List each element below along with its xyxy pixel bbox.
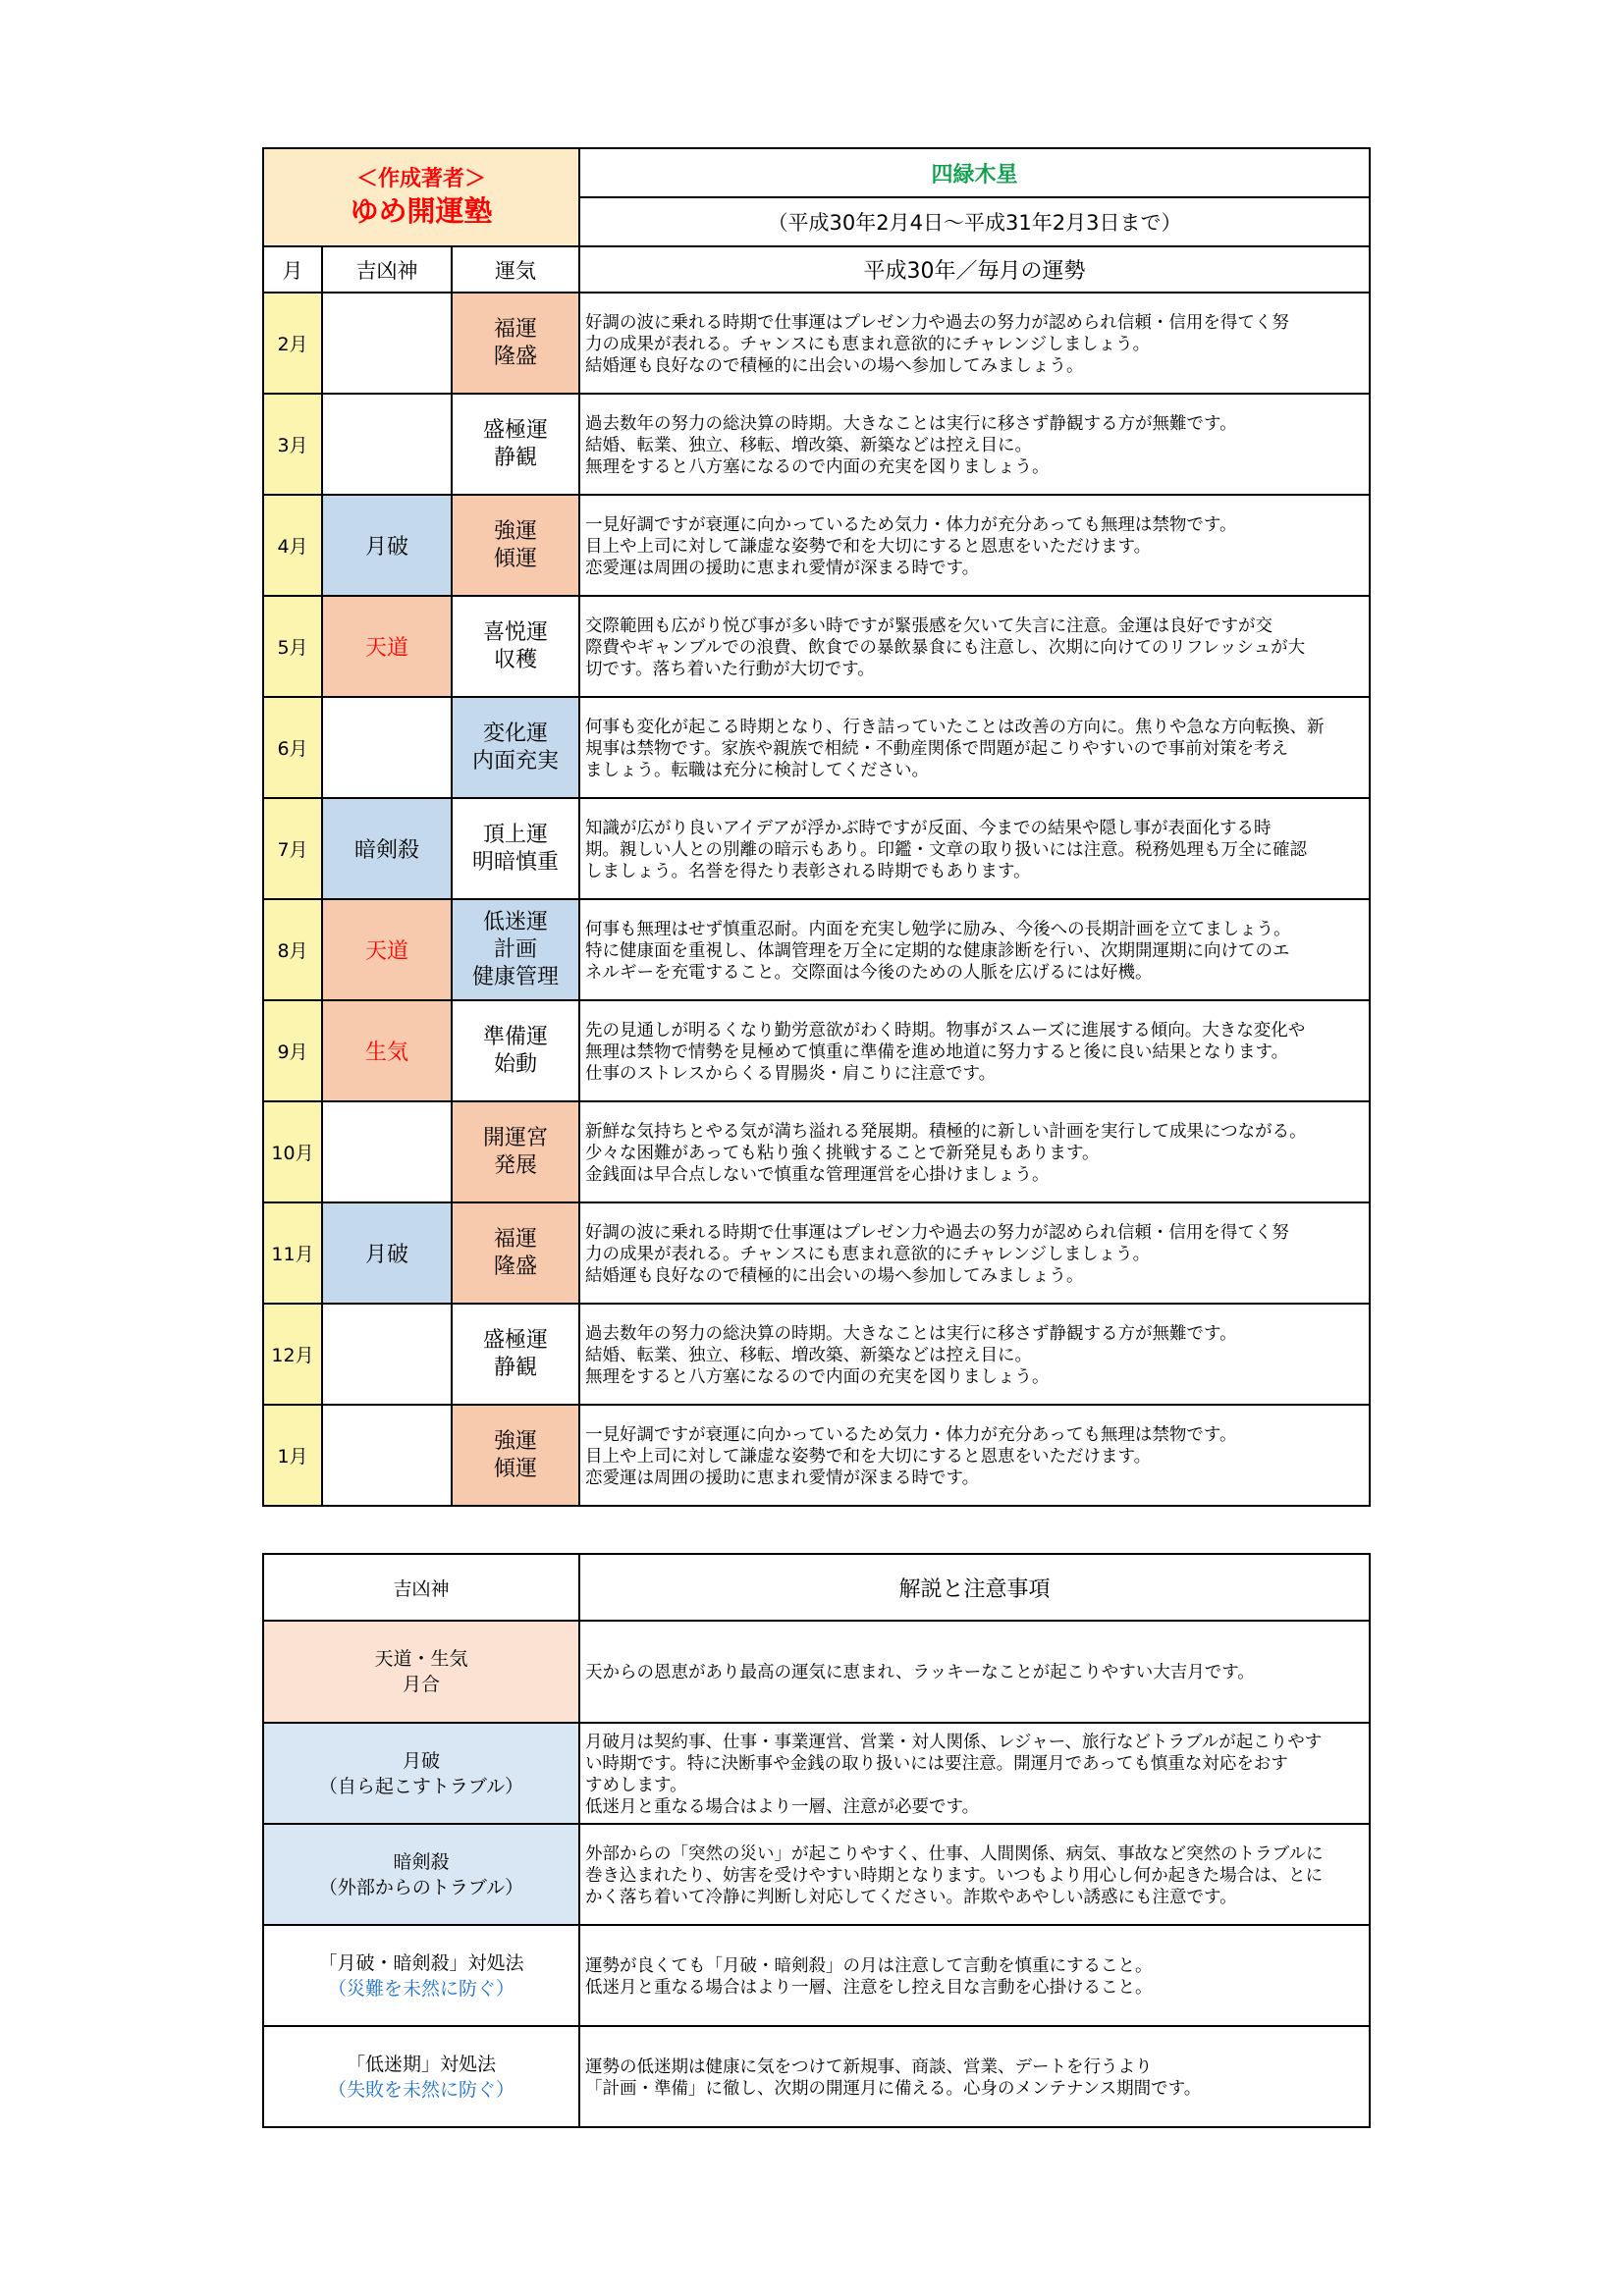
legend-name-line: 月破 [402, 1749, 440, 1772]
legend-description-line: 「計画・準備」に徹し、次期の開運月に備える。心身のメンテナンス期間です。 [585, 2078, 1202, 2099]
description-line: 特に健康面を重視し、体調管理を万全に定期的な健康診断を行い、次期開運期に向けてのエ [585, 940, 1290, 961]
unki-line: 発展 [494, 1152, 538, 1178]
kyoushin-cell: 暗剣殺 [322, 798, 452, 899]
month-label: 10月 [263, 1101, 322, 1202]
fortune-description [579, 1000, 1370, 1101]
legend-row [263, 1621, 1370, 1723]
legend-header-notes: 解説と注意事項 [579, 1554, 1370, 1621]
description-line: 好調の波に乗れる時期で仕事運はプレゼン力や過去の努力が認められ信頼・信用を得てく努 [585, 1222, 1289, 1243]
description-line: 何事も変化が起こる時期となり、行き詰っていたことは改善の方向に。焦りや急な方向転換、新 [585, 717, 1325, 737]
month-row [263, 596, 1370, 697]
author-label: ＜作成著者＞ [356, 167, 487, 191]
fortune-description [579, 697, 1370, 798]
unki-line: 喜悦運 [483, 619, 549, 645]
unki-line: 静観 [494, 1355, 538, 1380]
unki-line: 始動 [494, 1051, 538, 1077]
fortune-description [579, 495, 1370, 596]
description-line: 期。親しい人との別離の暗示もあり。印鑑・文章の取り扱いには注意。税務処理も万全に確認 [585, 839, 1308, 860]
description-line: 目上や上司に対して謙虚な姿勢で和を大切にすると恩恵をいただけます。 [585, 1446, 1152, 1467]
month-row [263, 394, 1370, 495]
description-line: 際費やギャンブルでの浪費、飲食での暴飲暴食にも注意し、次期に向けてのリフレッシュが大 [585, 637, 1306, 658]
author-name: ゆめ開運塾 [350, 194, 493, 228]
unki-line: 明暗慎重 [472, 849, 560, 875]
month-label: 9月 [263, 1000, 322, 1101]
month-row [263, 1304, 1370, 1405]
legend-description-line: 運勢の低迷期は健康に気をつけて新規事、商談、営業、デートを行うより [585, 2056, 1153, 2077]
legend-name-line: （外部からのトラブル） [318, 1876, 524, 1898]
fortune-description [579, 1101, 1370, 1202]
description-line: 何事も無理はせず慎重忍耐。内面を充実し勉学に励み、今後への長期計画を立てましょう。 [585, 919, 1291, 939]
fortune-description [579, 293, 1370, 394]
month-label: 3月 [263, 394, 322, 495]
kyoushin-cell [322, 1405, 452, 1506]
monthly-fortune-table [262, 147, 1371, 1507]
month-row [263, 1101, 1370, 1202]
legend-name [263, 1621, 579, 1723]
month-label: 4月 [263, 495, 322, 596]
legend-header-kyoushin: 吉凶神 [263, 1554, 579, 1621]
unki-line: 頂上運 [483, 822, 549, 847]
kyoushin-cell: 天道 [322, 899, 452, 1000]
kyoushin-cell [322, 697, 452, 798]
description-line: 一見好調ですが衰運に向かっているため気力・体力が充分あっても無理は禁物です。 [585, 514, 1237, 535]
legend-name-line: （自ら起こすトラブル） [318, 1775, 524, 1797]
kyoushin-cell [322, 1304, 452, 1405]
legend-description-line: 巻き込まれたり、妨害を受けやすい時期となります。いつもより用心し何か起きた場合は、とに [585, 1865, 1324, 1886]
legend-description-line: 外部からの「突然の災い」が起こりやすく、仕事、人間関係、病気、事故など突然のトラブルに [585, 1843, 1324, 1864]
unki-line: 変化運 [483, 721, 549, 746]
unki-line: 開運宮 [483, 1125, 549, 1150]
fortune-description [579, 1202, 1370, 1304]
fortune-description [579, 596, 1370, 697]
kyoushin-cell: 月破 [322, 1202, 452, 1304]
header-title: 平成30年／毎月の運勢 [579, 246, 1370, 293]
legend-table [262, 1553, 1371, 2128]
legend-description [579, 1723, 1370, 1824]
unki-line: 隆盛 [494, 1254, 538, 1279]
unki-line: 福運 [494, 1226, 538, 1252]
unki-cell [452, 1101, 579, 1202]
star-title: 四緑木星 [579, 148, 1370, 197]
description-line: 無理は禁物で情勢を見極めて慎重に準備を進め地道に努力すると後に良い結果となります。 [585, 1041, 1289, 1062]
unki-line: 盛極運 [483, 1327, 549, 1353]
unki-cell [452, 495, 579, 596]
month-label: 5月 [263, 596, 322, 697]
header-kyoushin: 吉凶神 [322, 246, 452, 293]
description-line: 好調の波に乗れる時期で仕事運はプレゼン力や過去の努力が認められ信頼・信用を得てく努 [585, 312, 1289, 333]
month-label: 2月 [263, 293, 322, 394]
legend-row [263, 1824, 1370, 1925]
legend-name [263, 1824, 579, 1925]
unki-line: 低迷運 [483, 909, 549, 934]
legend-description [579, 2026, 1370, 2127]
description-line: 新鮮な気持ちとやる気が満ち溢れる発展期。積極的に新しい計画を実行して成果につながる。 [585, 1121, 1307, 1142]
legend-row [263, 2026, 1370, 2127]
description-line: 先の見通しが明るくなり勤労意欲がわく時期。物事がスムーズに進展する傾向。大きな変化や [585, 1020, 1306, 1041]
unki-line: 健康管理 [472, 964, 560, 989]
description-line: 金銭面は早合点しないで慎重な管理運営を心掛けましょう。 [585, 1164, 1050, 1185]
description-line: 無理をすると八方塞になるので内面の充実を図りましょう。 [585, 1366, 1050, 1387]
unki-cell [452, 293, 579, 394]
period-range: （平成30年2月4日～平成31年2月3日まで） [579, 197, 1370, 246]
kyoushin-cell: 生気 [322, 1000, 452, 1101]
description-line: 仕事のストレスからくる胃腸炎・肩こりに注意です。 [585, 1063, 997, 1084]
legend-name [263, 1723, 579, 1824]
kyoushin-cell [322, 394, 452, 495]
description-line: 少々な困難があっても粘り強く挑戦することで新発見もあります。 [585, 1143, 1100, 1163]
month-label: 6月 [263, 697, 322, 798]
description-line: 結婚、転業、独立、移転、増改築、新築などは控え目に。 [585, 435, 1033, 455]
month-label: 12月 [263, 1304, 322, 1405]
month-label: 8月 [263, 899, 322, 1000]
legend-name [263, 2026, 579, 2127]
kyoushin-cell: 月破 [322, 495, 452, 596]
description-line: 切です。落ち着いた行動が大切です。 [585, 659, 875, 679]
fortune-description [579, 899, 1370, 1000]
unki-cell [452, 1000, 579, 1101]
month-label: 7月 [263, 798, 322, 899]
legend-description [579, 1824, 1370, 1925]
month-label: 11月 [263, 1202, 322, 1304]
month-row [263, 1000, 1370, 1101]
kyoushin-cell: 天道 [322, 596, 452, 697]
legend-name-line: 「低迷期」対処法 [346, 2053, 496, 2075]
legend-name-line: 天道・生気 [374, 1648, 468, 1670]
description-line: 交際範囲も広がり悦び事が多い時ですが緊張感を欠いて失言に注意。金運は良好ですが交 [585, 615, 1273, 636]
unki-line: 強運 [494, 1428, 538, 1454]
description-line: 結婚運も良好なので積極的に出会いの場へ参加してみましょう。 [585, 1265, 1084, 1286]
unki-cell [452, 697, 579, 798]
month-row [263, 293, 1370, 394]
legend-subtitle: （災難を未然に防ぐ） [327, 1977, 514, 2000]
description-line: 知識が広がり良いアイデアが浮かぶ時ですが反面、今までの結果や隠し事が表面化する時 [585, 818, 1272, 838]
description-line: 力の成果が表れる。チャンスにも恵まれ意欲的にチャレンジしましょう。 [585, 1244, 1151, 1264]
unki-line: 盛極運 [483, 417, 549, 443]
month-row [263, 798, 1370, 899]
legend-row [263, 1925, 1370, 2026]
unki-line: 静観 [494, 445, 538, 470]
unki-line: 収穫 [494, 647, 538, 672]
description-line: 力の成果が表れる。チャンスにも恵まれ意欲的にチャレンジしましょう。 [585, 334, 1151, 354]
legend-description-line: 低迷月と重なる場合はより一層、注意が必要です。 [585, 1796, 980, 1817]
month-row [263, 697, 1370, 798]
legend-description-line: 天からの恩恵があり最高の運気に恵まれ、ラッキーなことが起こりやすい大吉月です。 [585, 1663, 1255, 1682]
header-unki: 運気 [452, 246, 579, 293]
unki-line: 福運 [494, 316, 538, 342]
description-line: しましょう。名誉を得たり表彰される時期でもあります。 [585, 861, 1031, 881]
unki-line: 傾運 [494, 1456, 538, 1481]
legend-description-line: すめします。 [585, 1775, 687, 1795]
unki-line: 隆盛 [494, 344, 538, 369]
unki-cell [452, 899, 579, 1000]
unki-cell [452, 798, 579, 899]
description-line: 過去数年の努力の総決算の時期。大きなことは実行に移さず静観する方が無難です。 [585, 413, 1237, 434]
legend-description [579, 1621, 1370, 1723]
unki-line: 準備運 [483, 1024, 549, 1049]
description-line: 規事は禁物です。家族や親族で相続・不動産関係で問題が起こりやすいので事前対策を考え [585, 738, 1289, 759]
legend-description-line: 低迷月と重なる場合はより一層、注意をし控え目な言動を心掛けること。 [585, 1977, 1153, 1998]
unki-line: 内面充実 [472, 748, 560, 774]
kyoushin-cell [322, 293, 452, 394]
unki-line: 計画 [494, 936, 538, 962]
description-line: 恋愛運は周囲の援助に恵まれ愛情が深まる時です。 [585, 558, 980, 578]
description-line: 恋愛運は周囲の援助に恵まれ愛情が深まる時です。 [585, 1468, 980, 1488]
legend-description-line: 運勢が良くても「月破・暗剣殺」の月は注意して言動を慎重にすること。 [585, 1955, 1153, 1976]
legend-description-line: 月破月は契約事、仕事・事業運営、営業・対人関係、レジャー、旅行などトラブルが起こりやす [585, 1732, 1323, 1752]
legend-row [263, 1723, 1370, 1824]
unki-cell [452, 596, 579, 697]
unki-cell [452, 1202, 579, 1304]
legend-name-line: 暗剣殺 [393, 1850, 450, 1873]
fortune-description [579, 1304, 1370, 1405]
month-row [263, 1202, 1370, 1304]
description-line: 過去数年の努力の総決算の時期。大きなことは実行に移さず静観する方が無難です。 [585, 1323, 1237, 1344]
legend-description-line: かく落ち着いて冷静に判断し対応してください。詐欺やあやしい誘惑にも注意です。 [585, 1887, 1237, 1907]
month-row [263, 495, 1370, 596]
legend-name [263, 1925, 579, 2026]
fortune-description [579, 798, 1370, 899]
description-line: 一見好調ですが衰運に向かっているため気力・体力が充分あっても無理は禁物です。 [585, 1424, 1237, 1445]
legend-name-line: 「月破・暗剣殺」対処法 [318, 1951, 524, 1974]
description-line: 結婚、転業、独立、移転、増改築、新築などは控え目に。 [585, 1345, 1033, 1365]
fortune-description [579, 1405, 1370, 1506]
author-block [263, 148, 579, 246]
legend-description [579, 1925, 1370, 2026]
description-line: ましょう。転職は充分に検討してください。 [585, 760, 930, 780]
description-line: 目上や上司に対して謙虚な姿勢で和を大切にすると恩恵をいただけます。 [585, 536, 1152, 557]
unki-line: 強運 [494, 518, 538, 544]
header-month: 月 [263, 246, 322, 293]
legend-name-line: 月合 [402, 1674, 440, 1695]
legend-subtitle: （失敗を未然に防ぐ） [327, 2078, 514, 2101]
fortune-description [579, 394, 1370, 495]
kyoushin-cell [322, 1101, 452, 1202]
unki-cell [452, 1405, 579, 1506]
unki-cell [452, 394, 579, 495]
description-line: 無理をすると八方塞になるので内面の充実を図りましょう。 [585, 456, 1050, 477]
month-label: 1月 [263, 1405, 322, 1506]
legend-description-line: い時期です。特に決断事や金銭の取り扱いには要注意。開運月であっても慎重な対応をおす [585, 1753, 1288, 1774]
month-row [263, 1405, 1370, 1506]
description-line: ネルギーを充電すること。交際面は今後のための人脈を広げるには好機。 [585, 962, 1153, 983]
unki-cell [452, 1304, 579, 1405]
month-row [263, 899, 1370, 1000]
description-line: 結婚運も良好なので積極的に出会いの場へ参加してみましょう。 [585, 355, 1084, 376]
unki-line: 傾運 [494, 546, 538, 571]
